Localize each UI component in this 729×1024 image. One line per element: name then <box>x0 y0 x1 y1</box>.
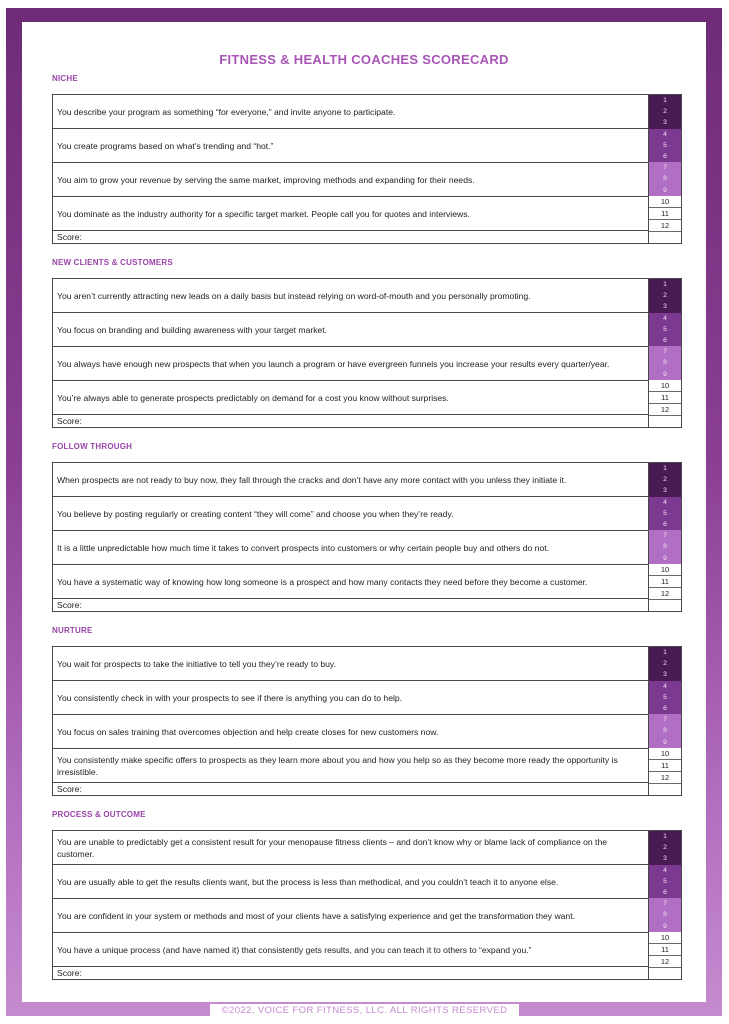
rating-option[interactable]: 11 <box>649 392 681 404</box>
statement-text: You believe by posting regularly or creating content “they will come” and choose you when they’re ready. <box>57 508 454 519</box>
statement-text: It is a little unpredictable how much time it takes to convert prospects into customers or why certain people buy and others do not. <box>57 542 550 553</box>
rating-option[interactable]: 6 <box>649 887 681 898</box>
statement-row[interactable] <box>53 933 649 967</box>
statement-row[interactable] <box>53 197 649 231</box>
rating-option[interactable]: 3 <box>649 853 681 864</box>
rating-option[interactable]: 9 <box>649 369 681 380</box>
statement-row[interactable] <box>53 647 649 681</box>
statement-row[interactable] <box>53 749 649 783</box>
rating-option[interactable]: 2 <box>649 290 681 301</box>
statement-row[interactable] <box>53 497 649 531</box>
rating-option[interactable]: 8 <box>649 173 681 184</box>
score-label: Score: <box>53 783 649 795</box>
rating-option[interactable]: 7 <box>649 714 681 725</box>
rating-option[interactable]: 7 <box>649 530 681 541</box>
statement-row[interactable] <box>53 681 649 715</box>
rating-option[interactable]: 5 <box>649 140 681 151</box>
rating-option[interactable]: 3 <box>649 485 681 496</box>
rating-option[interactable]: 7 <box>649 162 681 173</box>
statement-text: You are unable to predictably get a consistent result for your menopause fitness clients – and don’t know why or blame lack of compliance on the customer. <box>57 836 607 859</box>
rating-option[interactable]: 9 <box>649 737 681 748</box>
rating-option[interactable]: 9 <box>649 921 681 932</box>
rating-option[interactable]: 5 <box>649 876 681 887</box>
rating-option[interactable]: 12 <box>649 404 681 416</box>
statement-row[interactable] <box>53 565 649 599</box>
statement-text: You have a unique process (and have named it) that consistently gets results, and you can teach it to others to “expand you.” <box>57 944 532 955</box>
section-table <box>52 646 682 796</box>
rating-option[interactable]: 4 <box>649 497 681 508</box>
rating-scale <box>649 831 681 968</box>
rating-option[interactable]: 9 <box>649 185 681 196</box>
statement-row[interactable] <box>53 463 649 497</box>
rating-option[interactable]: 12 <box>649 588 681 600</box>
rating-option[interactable]: 3 <box>649 301 681 312</box>
statement-row[interactable] <box>53 313 649 347</box>
score-label: Score: <box>53 599 649 611</box>
statement-text: You dominate as the industry authority for a specific target market. People call you for quotes and interviews. <box>57 208 470 219</box>
rating-option[interactable]: 6 <box>649 703 681 714</box>
rating-option[interactable]: 9 <box>649 553 681 564</box>
section-heading: NEW CLIENTS & CUSTOMERS <box>52 258 173 267</box>
rating-option[interactable]: 2 <box>649 658 681 669</box>
statement-text: You always have enough new prospects that when you launch a program or have evergreen funnels you increase your results every quarter/year. <box>57 358 610 369</box>
rating-scale <box>649 279 681 416</box>
statement-row[interactable] <box>53 715 649 749</box>
statement-text: You’re always able to generate prospects predictably on demand for a cost you know without surprises. <box>57 392 449 403</box>
statement-text: You consistently check in with your prospects to see if there is anything you can do to help. <box>57 692 403 703</box>
rating-option[interactable]: 5 <box>649 508 681 519</box>
scorecard-page <box>22 22 706 1002</box>
rating-option[interactable]: 5 <box>649 692 681 703</box>
statement-row[interactable] <box>53 95 649 129</box>
statement-text: You create programs based on what’s trending and “hot.” <box>57 140 274 151</box>
rating-option[interactable]: 10 <box>649 932 681 944</box>
rating-option[interactable]: 1 <box>649 647 681 658</box>
score-value-box[interactable] <box>649 231 681 243</box>
statement-text: When prospects are not ready to buy now, they fall through the cracks and don’t have any more contact with you unless they initiate it. <box>57 474 567 485</box>
section-heading: NICHE <box>52 74 78 83</box>
statement-row[interactable] <box>53 865 649 899</box>
score-value-box[interactable] <box>649 783 681 795</box>
rating-option[interactable]: 11 <box>649 760 681 772</box>
rating-option[interactable]: 5 <box>649 324 681 335</box>
rating-option[interactable]: 8 <box>649 909 681 920</box>
rating-option[interactable]: 12 <box>649 956 681 968</box>
rating-scale <box>649 647 681 784</box>
section-table <box>52 462 682 612</box>
section-table <box>52 278 682 428</box>
score-value-box[interactable] <box>649 967 681 979</box>
section-1 <box>52 70 682 242</box>
score-label: Score: <box>53 415 649 427</box>
statement-text: You focus on sales training that overcomes objection and help create closes for new customers now. <box>57 726 439 737</box>
copyright-footer <box>0 1000 729 1014</box>
rating-option[interactable]: 10 <box>649 564 681 576</box>
rating-option[interactable]: 3 <box>649 117 681 128</box>
statement-text: You are confident in your system or methods and most of your clients have a satisfying experience and get the transformation they want. <box>57 910 575 921</box>
rating-option[interactable]: 1 <box>649 831 681 842</box>
rating-option[interactable]: 4 <box>649 681 681 692</box>
score-value-box[interactable] <box>649 415 681 427</box>
statement-row[interactable] <box>53 899 649 933</box>
rating-option[interactable]: 4 <box>649 865 681 876</box>
rating-option[interactable]: 11 <box>649 576 681 588</box>
rating-option[interactable]: 4 <box>649 129 681 140</box>
page-title: FITNESS & HEALTH COACHES SCORECARD <box>219 52 509 67</box>
rating-scale <box>649 463 681 600</box>
statement-text: You wait for prospects to take the initiative to tell you they’re ready to buy. <box>57 658 336 669</box>
statement-row[interactable] <box>53 381 649 415</box>
rating-option[interactable]: 12 <box>649 220 681 232</box>
rating-option[interactable]: 12 <box>649 772 681 784</box>
statement-row[interactable] <box>53 531 649 565</box>
score-label: Score: <box>53 967 649 979</box>
rating-option[interactable]: 4 <box>649 313 681 324</box>
rating-scale <box>649 95 681 232</box>
score-value-box[interactable] <box>649 599 681 611</box>
statement-row[interactable] <box>53 347 649 381</box>
rating-option[interactable]: 10 <box>649 196 681 208</box>
rating-option[interactable]: 8 <box>649 725 681 736</box>
statement-row[interactable] <box>53 279 649 313</box>
section-heading: FOLLOW THROUGH <box>52 442 133 451</box>
rating-option[interactable]: 10 <box>649 380 681 392</box>
section-3 <box>52 438 682 610</box>
section-heading: PROCESS & OUTCOME <box>52 810 146 819</box>
rating-option[interactable]: 7 <box>649 898 681 909</box>
statement-text: You describe your program as something “for everyone,” and invite anyone to participate. <box>57 106 396 117</box>
rating-option[interactable]: 11 <box>649 208 681 220</box>
rating-option[interactable]: 2 <box>649 842 681 853</box>
copyright-text: ©2022, VOICE FOR FITNESS, LLC. ALL RIGHTS RESERVED <box>210 1004 520 1018</box>
section-4 <box>52 622 682 794</box>
rating-option[interactable]: 3 <box>649 669 681 680</box>
statement-text: You aim to grow your revenue by serving the same market, improving methods and expanding for their needs. <box>57 174 475 185</box>
rating-option[interactable]: 6 <box>649 519 681 530</box>
rating-option[interactable]: 10 <box>649 748 681 760</box>
rating-option[interactable]: 8 <box>649 357 681 368</box>
statement-text: You are usually able to get the results clients want, but the process is less than methodical, and you couldn’t teach it to anyone else. <box>57 876 559 887</box>
rating-option[interactable]: 1 <box>649 279 681 290</box>
section-heading: NURTURE <box>52 626 93 635</box>
rating-option[interactable]: 7 <box>649 346 681 357</box>
section-2 <box>52 254 682 426</box>
statement-text: You have a systematic way of knowing how long someone is a prospect and how many contacts they need before they become a customer. <box>57 576 588 587</box>
rating-option[interactable]: 6 <box>649 335 681 346</box>
section-5 <box>52 806 682 978</box>
rating-option[interactable]: 6 <box>649 151 681 162</box>
section-table <box>52 830 682 980</box>
rating-option[interactable]: 11 <box>649 944 681 956</box>
rating-option[interactable]: 1 <box>649 95 681 106</box>
page-border <box>6 8 722 1016</box>
rating-option[interactable]: 2 <box>649 106 681 117</box>
statement-row[interactable] <box>53 163 649 197</box>
statement-row[interactable] <box>53 831 649 865</box>
rating-option[interactable]: 8 <box>649 541 681 552</box>
statement-text: You aren’t currently attracting new leads on a daily basis but instead relying on word-of-mouth and you personally promoting. <box>57 290 531 301</box>
rating-option[interactable]: 1 <box>649 463 681 474</box>
section-table <box>52 94 682 244</box>
score-label: Score: <box>53 231 649 243</box>
statement-text: You consistently make specific offers to prospects as they learn more about you and how you help so as they become more ready the opportunity is irresistible. <box>57 754 618 777</box>
rating-option[interactable]: 2 <box>649 474 681 485</box>
statement-row[interactable] <box>53 129 649 163</box>
statement-text: You focus on branding and building awareness with your target market. <box>57 324 328 335</box>
